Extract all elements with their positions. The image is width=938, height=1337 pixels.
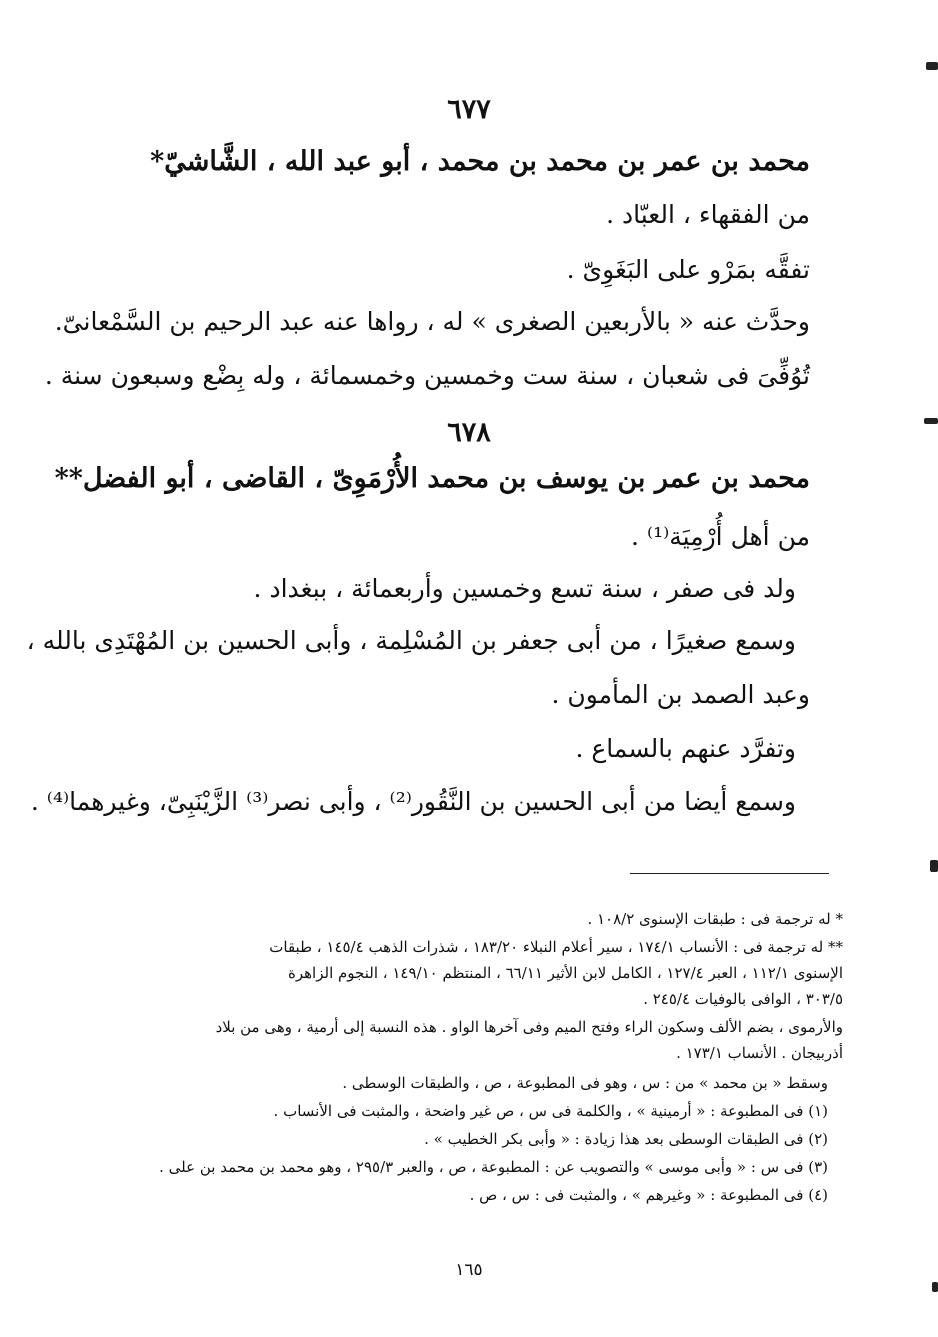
footnote-line: (٣) فى س : « وأبى موسى » والتصويب عن : المطبوعة ، ص ، والعبر ٢٩٥/٣ ، وهو محمد بن محمد بن على . — [159, 1158, 828, 1176]
entry-line: وسمع أيضا من أبى الحسين بن النَّقُور⁽²⁾ ، وأبى نصر⁽³⁾ الزَّيْنَبِىّ، وغيرهما⁽⁴⁾ . — [30, 787, 796, 816]
entry-number: ٦٧٧ — [447, 94, 491, 125]
footnote-line: (٢) فى الطبقات الوسطى بعد هذا زيادة : « وأبى بكر الخطيب » . — [424, 1130, 828, 1148]
footnote-line: وسقط « بن محمد » من : س ، وهو فى المطبوعة ، ص ، والطبقات الوسطى . — [342, 1074, 828, 1092]
entry-line: من أهل أُرْمِيَة⁽¹⁾ . — [631, 522, 810, 551]
footnote-line: ** له ترجمة فى : الأنساب ١٧٤/١ ، سير أعلام النبلاء ١٨٣/٢٠ ، شذرات الذهب ١٤٥/٤ ، طبقات — [269, 938, 843, 956]
footnote-line: الإسنوى ١١٢/١ ، العبر ١٢٧/٤ ، الكامل لابن الأثير ٦٦/١١ ، المنتظم ١٤٩/١٠ ، النجوم الزاهرة — [288, 964, 843, 982]
entry-line: ولد فى صفر ، سنة تسع وخمسين وأربعمائة ، ببغداد . — [253, 574, 796, 603]
footnote-line: والأرموى ، بضم الألف وسكون الراء وفتح الميم وفى آخرها الواو . هذه النسبة إلى أرمية ، وهى من بلاد — [215, 1018, 843, 1036]
footnote-line: (١) فى المطبوعة : « أرمينية » ، والكلمة فى س ، ص غير واضحة ، والمثبت فى الأنساب . — [273, 1102, 828, 1120]
footnote-line: أذربيجان . الأنساب ١٧٣/١ . — [676, 1044, 843, 1062]
scan-edge-mark — [932, 1282, 938, 1292]
entry-line: وتفرَّد عنهم بالسماع . — [575, 734, 796, 763]
entry-heading: محمد بن عمر بن يوسف بن محمد الأُرْمَوِىّ ، القاضى ، أبو الفضل** — [54, 463, 810, 494]
entry-line: وعبد الصمد بن المأمون . — [551, 680, 810, 709]
scan-edge-mark — [926, 62, 938, 70]
footnote-line: * له ترجمة فى : طبقات الإسنوى ١٠٨/٢ . — [587, 910, 843, 928]
footnote-line: ٣٠٣/٥ ، الوافى بالوفيات ٢٤٥/٤ . — [643, 990, 843, 1008]
page-number: ١٦٥ — [455, 1260, 483, 1280]
entry-line: وحدَّث عنه « بالأربعين الصغرى » له ، رواها عنه عبد الرحيم بن السَّمْعانىّ. — [54, 307, 810, 336]
footnote-line: (٤) فى المطبوعة : « وغيرهم » ، والمثبت فى : س ، ص . — [469, 1186, 828, 1204]
entry-line: تفقَّه بمَرْو على البَغَوِىّ . — [566, 255, 810, 284]
entry-line: وسمع صغيرًا ، من أبى جعفر بن المُسْلِمة ، وأبى الحسين بن المُهْتَدِى بالله ، — [26, 626, 796, 655]
scan-edge-mark — [924, 418, 938, 424]
entry-line: تُوُفِّىَ فى شعبان ، سنة ست وخمسين وخمسمائة ، وله بِضْع وسبعون سنة . — [44, 361, 810, 390]
entry-number: ٦٧٨ — [447, 417, 491, 448]
footnote-separator — [630, 873, 829, 874]
entry-heading: محمد بن عمر بن محمد بن محمد ، أبو عبد الله ، الشَّاشيّ* — [150, 146, 810, 177]
entry-line: من الفقهاء ، العبّاد . — [606, 200, 810, 229]
scan-edge-mark — [930, 860, 938, 872]
